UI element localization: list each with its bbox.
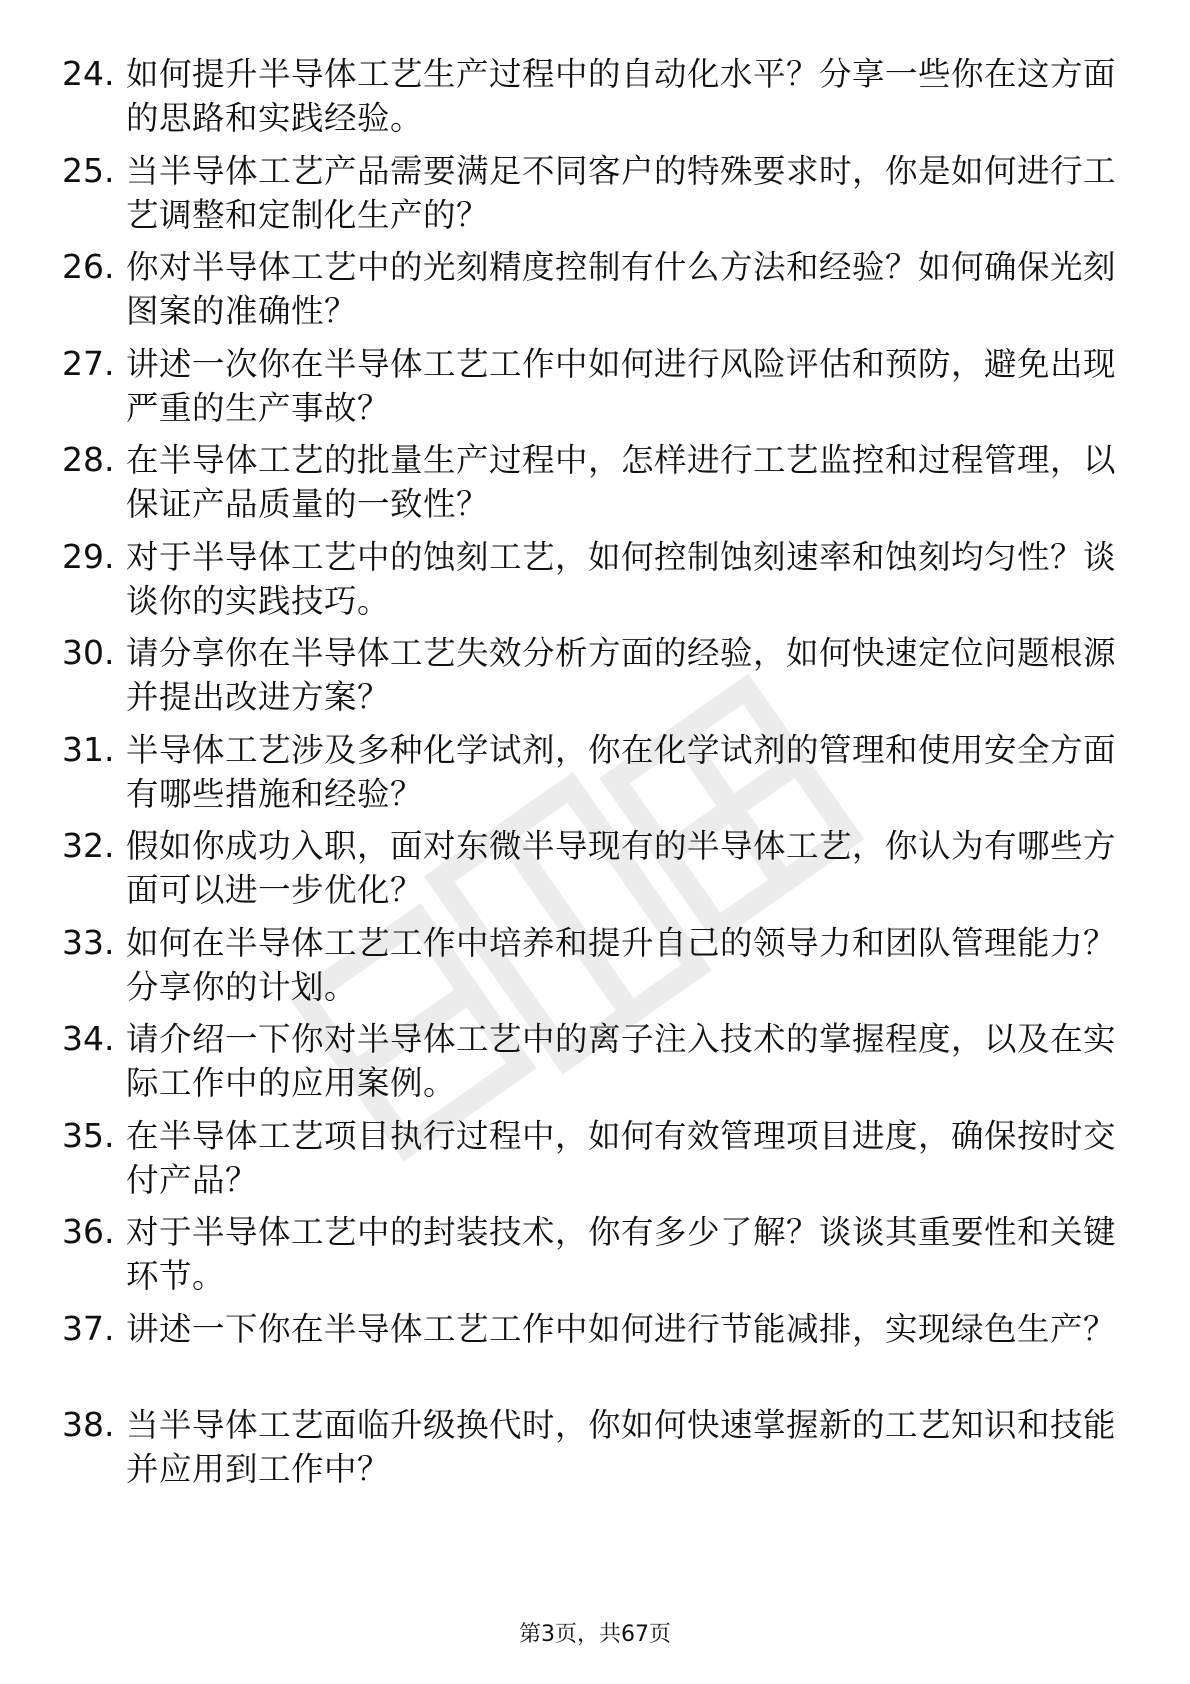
question-item	[62, 1114, 1122, 1211]
question-item	[62, 342, 1122, 439]
question-number: 31.	[62, 729, 115, 769]
question-item	[62, 438, 1122, 535]
question-item	[62, 824, 1122, 921]
page-footer	[0, 1620, 1190, 1650]
question-text: 当半导体工艺面临升级换代时，你如何快速掌握新的工艺知识和技能并应用到工作中？	[126, 1406, 1117, 1488]
question-text: 请介绍一下你对半导体工艺中的离子注入技术的掌握程度，以及在实际工作中的应用案例。	[126, 1020, 1117, 1102]
question-number: 32.	[62, 826, 115, 865]
question-item	[62, 1403, 1122, 1500]
question-text: 对于半导体工艺中的蚀刻工艺，如何控制蚀刻速率和蚀刻均匀性？谈谈你的实践技巧。	[126, 537, 1117, 620]
question-list	[62, 52, 1122, 1500]
question-item	[62, 149, 1122, 246]
question-item	[62, 1307, 1122, 1404]
question-text: 讲述一次你在半导体工艺工作中如何进行风险评估和预防，避免出现严重的生产事故？	[126, 344, 1117, 427]
question-text: 当半导体工艺产品需要满足不同客户的特殊要求时，你是如何进行工艺调整和定制化生产的？	[126, 151, 1117, 234]
question-item	[62, 631, 1122, 728]
question-text: 请分享你在半导体工艺失效分析方面的经验，如何快速定位问题根源并提出改进方案？	[126, 634, 1117, 716]
question-text: 讲述一下你在半导体工艺工作中如何进行节能减排，实现绿色生产？	[126, 1309, 1117, 1348]
question-item	[62, 1017, 1122, 1114]
question-number: 38.	[62, 1405, 115, 1444]
question-item	[62, 52, 1122, 149]
question-number: 35.	[62, 1115, 115, 1155]
question-item	[62, 1210, 1122, 1307]
question-number: 24.	[62, 54, 115, 93]
question-number: 33.	[62, 922, 115, 962]
question-number: 36.	[62, 1212, 115, 1251]
question-text: 在半导体工艺的批量生产过程中，怎样进行工艺监控和过程管理，以保证产品质量的一致性？	[126, 441, 1117, 523]
question-number: 29.	[62, 536, 115, 576]
question-item	[62, 535, 1122, 632]
question-number: 25.	[62, 150, 115, 190]
question-item	[62, 921, 1122, 1018]
question-number: 34.	[62, 1019, 115, 1058]
question-text: 半导体工艺涉及多种化学试剂，你在化学试剂的管理和使用安全方面有哪些措施和经验？	[126, 730, 1117, 813]
question-number: 37.	[62, 1308, 115, 1348]
question-number: 27.	[62, 343, 115, 383]
question-item	[62, 245, 1122, 342]
question-text: 如何在半导体工艺工作中培养和提升自己的领导力和团队管理能力？分享你的计划。	[126, 923, 1117, 1006]
question-number: 26.	[62, 247, 115, 286]
question-number: 28.	[62, 440, 115, 479]
question-text: 假如你成功入职，面对东微半导现有的半导体工艺，你认为有哪些方面可以进一步优化？	[126, 827, 1117, 909]
question-text: 对于半导体工艺中的封装技术，你有多少了解？谈谈其重要性和关键环节。	[126, 1213, 1117, 1295]
question-text: 你对半导体工艺中的光刻精度控制有什么方法和经验？如何确保光刻图案的准确性？	[126, 248, 1117, 330]
question-item	[62, 728, 1122, 825]
question-number: 30.	[62, 633, 115, 672]
page-number-label: 第3页，共67页	[519, 1622, 671, 1647]
question-text: 在半导体工艺项目执行过程中，如何有效管理项目进度，确保按时交付产品？	[126, 1116, 1117, 1199]
question-text: 如何提升半导体工艺生产过程中的自动化水平？分享一些你在这方面的思路和实践经验。	[126, 55, 1117, 137]
